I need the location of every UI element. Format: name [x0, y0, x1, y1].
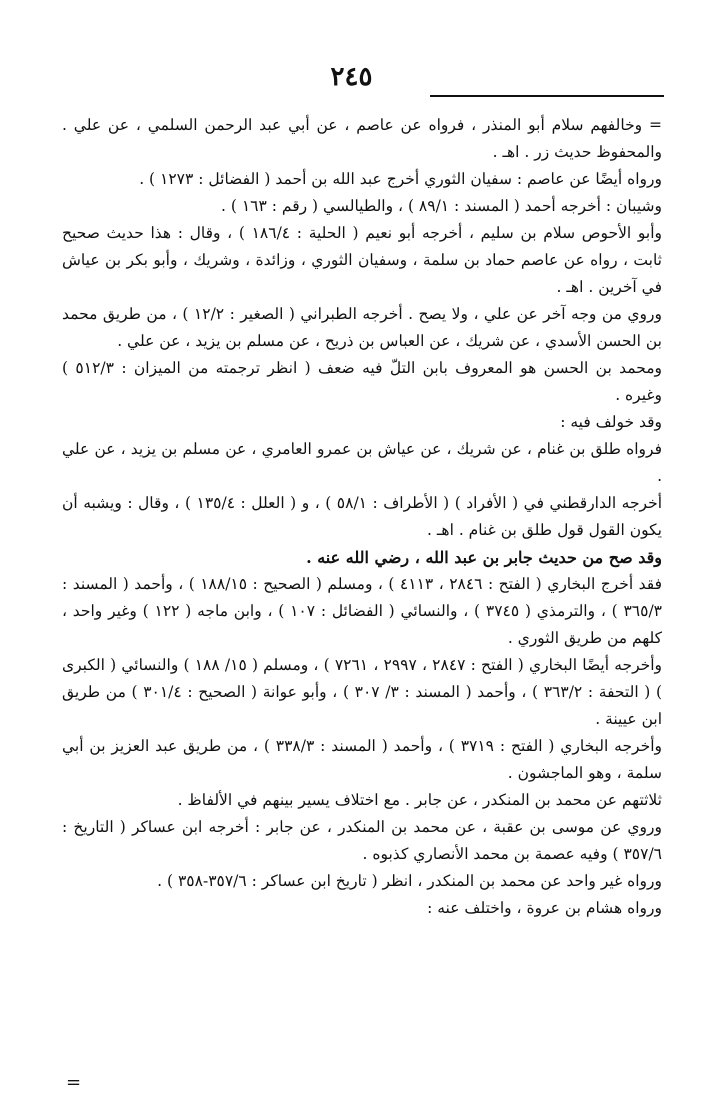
- paragraph: ورواه هشام بن عروة ، واختلف عنه :: [427, 899, 662, 917]
- paragraph: وأخرجه أيضًا البخاري ( الفتح : ٢٨٤٧ ، ٢٩٩٧ ، ٧٢٦١ ) ، ومسلم ( ١٥/ ١٨٨ ) والنسائي ( الكبرى ) ( التحفة : ٣٦٣/٢ ) ، وأحمد ( المسند : ٣/ ٣٠٧ ) ، وأبو عوانة ( الصحيح : ٣٠١/٤ ) من طريق ابن عيينة .: [62, 656, 663, 728]
- paragraph: ورواه أيضًا عن عاصم : سفيان الثوري أخرج عبد الله بن أحمد ( الفضائل : ١٢٧٣ ) .: [139, 170, 662, 188]
- paragraph: أخرجه الدارقطني في ( الأفراد ) ( الأطراف : ٥٨/١ ) ، و ( العلل : ١٣٥/٤ ) ، وقال : ويشبه أن يكون القول قول طلق بن غنام . اهـ .: [62, 494, 662, 539]
- page-number: ٢٤٥: [330, 62, 373, 92]
- body-text: [62, 112, 662, 922]
- header-rule: [430, 95, 664, 97]
- bold-paragraph: وقد صح من حديث جابر بن عبد الله ، رضي الله عنه .: [306, 548, 662, 567]
- paragraph: ورواه غير واحد عن محمد بن المنكدر ، انظر ( تاريخ ابن عساكر : ٣٥٧/٦-٣٥٨ ) .: [157, 872, 662, 890]
- paragraph: ومحمد بن الحسن هو المعروف بابن التلّ فيه ضعف ( انظر ترجمته من الميزان : ٥١٢/٣ ) وغيره .: [62, 359, 663, 404]
- paragraph: فرواه طلق بن غنام ، عن شريك ، عن عياش بن عمرو العامري ، عن مسلم بن يزيد ، عن علي .: [62, 440, 662, 485]
- paragraph: فقد أخرج البخاري ( الفتح : ٢٨٤٦ ، ٤١١٣ ) ، ومسلم ( الصحيح : ١٨٨/١٥ ) ، وأحمد ( المسند : ٣٦٥/٣ ) ، والترمذي ( ٣٧٤٥ ) ، والنسائي ( الفضائل : ١٠٧ ) ، وابن ماجه ( ١٢٢ ) وغير واحد ، كلهم من طريق الثوري .: [62, 575, 663, 647]
- paragraph: وأخرجه البخاري ( الفتح : ٣٧١٩ ) ، وأحمد ( المسند : ٣٣٨/٣ ) ، من طريق عبد العزيز بن أبي سلمة ، وهو الماجشون .: [62, 737, 662, 782]
- paragraph: وروي عن موسى بن عقبة ، عن محمد بن المنكدر ، عن جابر : أخرجه ابن عساكر ( التاريخ : ٣٥٧/٦ ) وفيه عصمة بن محمد الأنصاري كذبوه .: [62, 818, 662, 863]
- paragraph: ثلاثتهم عن محمد بن المنكدر ، عن جابر . مع اختلاف يسير بينهم في الألفاظ .: [177, 791, 662, 809]
- paragraph: = وخالفهم سلام أبو المنذر ، فرواه عن عاصم ، عن أبي عبد الرحمن السلمي ، عن علي . والمحفوظ حديث زر . اهـ .: [62, 116, 662, 161]
- paragraph: وروي من وجه آخر عن علي ، ولا يصح . أخرجه الطبراني ( الصغير : ١٢/٢ ) ، من طريق محمد بن الحسن الأسدي ، عن شريك ، عن العباس بن ذريح ، عن مسلم بن يزيد ، عن علي .: [62, 305, 662, 350]
- paragraph: وشيبان : أخرجه أحمد ( المسند : ٨٩/١ ) ، والطيالسي ( رقم : ١٦٣ ) .: [220, 197, 662, 215]
- paragraph: وأبو الأحوص سلام بن سليم ، أخرجه أبو نعيم ( الحلية : ١٨٦/٤ ) ، وقال : هذا حديث صحيح ثابت ، رواه عن عاصم حماد بن سلمة ، وسفيان الثوري ، وزائدة ، وشريك ، وأبو بكر بن عياش في آخرين . اهـ .: [62, 224, 663, 296]
- continuation-mark: =: [66, 1072, 82, 1093]
- paragraph: وقد خولف فيه :: [560, 413, 662, 431]
